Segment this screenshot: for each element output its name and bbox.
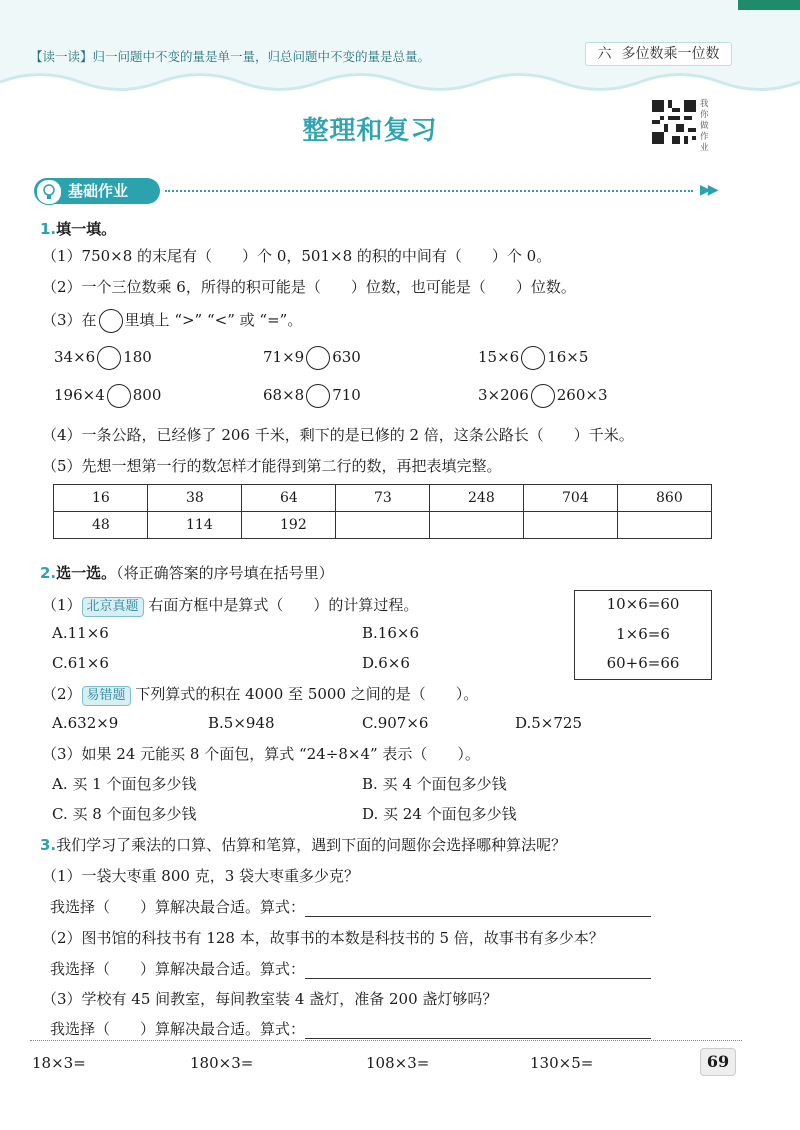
table-cell-blank[interactable]	[430, 512, 524, 539]
oral-calc: 108×3=	[366, 1054, 430, 1072]
option[interactable]: D.6×6	[362, 654, 410, 672]
choose-line: 我选择（ ）算解决最合适。算式：	[50, 1018, 651, 1039]
option[interactable]: A. 买 1 个面包多少钱	[52, 775, 197, 793]
option[interactable]: A.632×9	[52, 714, 119, 732]
table-cell-blank[interactable]	[336, 512, 430, 539]
compare-item: 15×6 16×5	[478, 346, 588, 370]
oral-calc: 130×5=	[530, 1054, 594, 1072]
option[interactable]: C. 买 8 个面包多少钱	[52, 805, 197, 823]
corner-tab	[738, 0, 800, 10]
q1-part3	[42, 309, 302, 333]
choose-line: 我选择（ ）算解决最合适。算式：	[50, 958, 651, 979]
answer-line[interactable]	[305, 1022, 651, 1039]
q1-part1: （1）750×8 的末尾有（ ）个 0，501×8 的积的中间有（ ）个 0。	[42, 247, 552, 265]
table-row	[54, 512, 712, 539]
table-cell: 64	[242, 485, 336, 512]
table-cell: 114	[148, 512, 242, 539]
page-number: 69	[700, 1048, 736, 1076]
answer-line[interactable]	[305, 900, 651, 917]
compare-item: 196×4 800	[54, 384, 161, 408]
option[interactable]: A.11×6	[52, 624, 109, 642]
qr-caption: 我 你 做 作 业	[700, 99, 709, 153]
table-cell: 73	[336, 485, 430, 512]
section-badge	[34, 178, 160, 204]
choose-line: 我选择（ ）算解决最合适。算式：	[50, 896, 651, 917]
option[interactable]: D.5×725	[515, 714, 583, 732]
table-cell: 38	[148, 485, 242, 512]
chapter-number: 六	[597, 46, 612, 62]
q1-number: 1.	[40, 220, 57, 238]
calculation-box	[574, 590, 712, 680]
option[interactable]: C.61×6	[52, 654, 109, 672]
q2-title: 选一选。	[56, 564, 117, 582]
q1-part5: （5）先想一想第一行的数怎样才能得到第二行的数，再把表填完整。	[42, 457, 502, 475]
calc-line: 1×6=6	[616, 625, 670, 643]
q1-title: 填一填。	[56, 220, 117, 238]
answer-circle[interactable]	[107, 384, 131, 408]
q2-part3: （3）如果 24 元能买 8 个面包，算式 “24÷8×4” 表示（ ）。	[42, 745, 480, 763]
answer-circle[interactable]	[97, 346, 121, 370]
q3-part1: （1）一袋大枣重 800 克，3 袋大枣重多少克？	[42, 867, 360, 885]
chapter-label	[585, 42, 732, 66]
page-title: 整理和复习	[302, 116, 438, 146]
compare-item: 3×206 260×3	[478, 384, 608, 408]
option[interactable]: D. 买 24 个面包多少钱	[362, 805, 517, 823]
oral-calc: 18×3=	[32, 1054, 86, 1072]
q3-part3: （3）学校有 45 间教室，每间教室装 4 盏灯，准备 200 盏灯够吗？	[42, 990, 498, 1008]
reading-tip: 【读一读】归一问题中不变的量是单一量，归总问题中不变的量是总量。	[30, 49, 431, 64]
table-cell: 704	[524, 485, 618, 512]
section-title: 基础作业	[68, 182, 129, 200]
number-table	[53, 484, 712, 539]
q2-part1: （1） 北京真题 右面方框中是算式（ ）的计算过程。	[42, 594, 418, 617]
q2-part2: （2） 易错题 下列算式的积在 4000 至 5000 之间的是（ ）。	[42, 683, 478, 706]
answer-circle[interactable]	[531, 384, 555, 408]
q2-number: 2.	[40, 564, 57, 582]
section-divider	[165, 190, 693, 192]
compare-item: 68×8 710	[263, 384, 361, 408]
option[interactable]: B. 买 4 个面包多少钱	[362, 775, 507, 793]
q1-part4: （4）一条公路，已经修了 206 千米，剩下的是已修的 2 倍，这条公路长（ ）千米。	[42, 426, 634, 444]
footer-divider	[30, 1040, 742, 1041]
q3-title: 我们学习了乘法的口算、估算和笔算，遇到下面的问题你会选择哪种算法呢？	[56, 836, 567, 854]
table-cell: 248	[430, 485, 524, 512]
table-cell-blank[interactable]	[618, 512, 712, 539]
q3-part2: （2）图书馆的科技书有 128 本，故事书的本数是科技书的 5 倍，故事书有多少本？	[42, 929, 604, 947]
table-cell: 48	[54, 512, 148, 539]
q3-number: 3.	[40, 836, 57, 854]
calc-line: 60+6=66	[606, 654, 680, 672]
table-cell: 192	[242, 512, 336, 539]
double-arrow-icon: ▶▶	[700, 182, 716, 198]
q1-part2: （2）一个三位数乘 6，所得的积可能是（ ）位数，也可能是（ ）位数。	[42, 278, 576, 296]
qr-code-icon[interactable]	[652, 100, 696, 144]
oral-calc: 180×3=	[190, 1054, 254, 1072]
answer-circle[interactable]	[306, 384, 330, 408]
answer-circle[interactable]	[306, 346, 330, 370]
q2-heading	[40, 562, 334, 583]
table-cell-blank[interactable]	[524, 512, 618, 539]
q1-heading	[40, 218, 116, 239]
table-row	[54, 485, 712, 512]
answer-line[interactable]	[305, 962, 651, 979]
option[interactable]: C.907×6	[362, 714, 429, 732]
lightbulb-icon	[36, 179, 62, 205]
q1-part3-pre: （3）在	[42, 311, 97, 329]
option[interactable]: B.5×948	[208, 714, 275, 732]
q2-note: （将正确答案的序号填在括号里）	[116, 564, 334, 582]
beijing-exam-tag: 北京真题	[82, 597, 144, 617]
answer-circle[interactable]	[521, 346, 545, 370]
error-prone-tag: 易错题	[82, 686, 131, 706]
compare-circle	[99, 309, 123, 333]
compare-item: 71×9 630	[263, 346, 361, 370]
compare-item: 34×6 180	[54, 346, 152, 370]
q3-heading	[40, 834, 566, 855]
q1-part3-post: 里填上 “>” “<” 或 “=”。	[124, 311, 303, 329]
table-cell: 860	[618, 485, 712, 512]
chapter-title: 多位数乘一位数	[621, 46, 720, 62]
table-cell: 16	[54, 485, 148, 512]
option[interactable]: B.16×6	[362, 624, 419, 642]
calc-line: 10×6=60	[606, 595, 680, 613]
